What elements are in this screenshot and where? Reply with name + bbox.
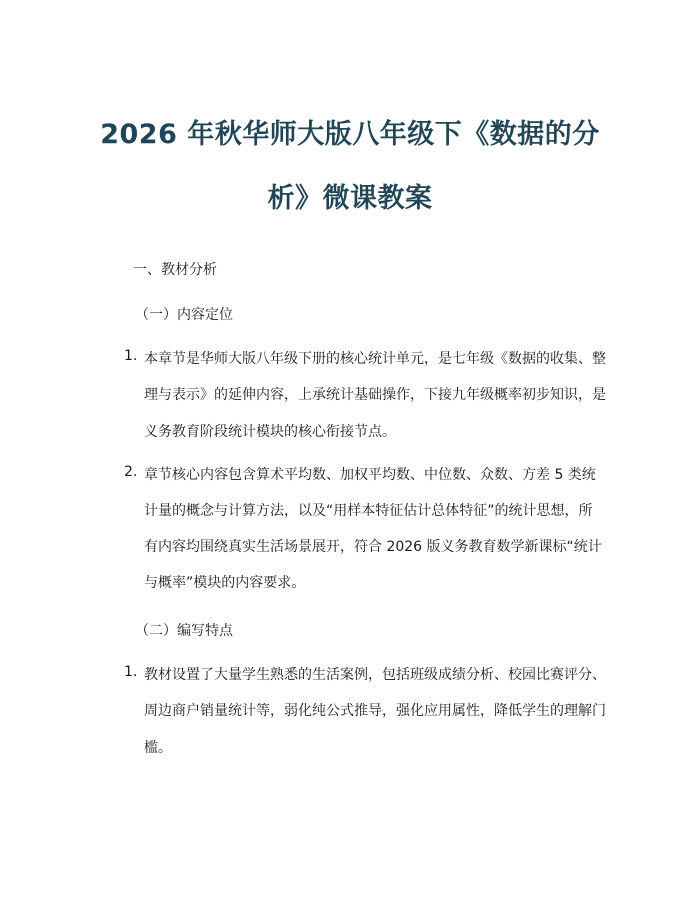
list-item-line: 章节核心内容包含算术平均数、加权平均数、中位数、众数、方差 5 类统 (144, 467, 596, 483)
subsection-heading-content-positioning: （一）内容定位 (135, 307, 233, 323)
list-item-number: 1. (124, 664, 138, 680)
list-item-line: 槛。 (144, 740, 172, 756)
document-title-line-1: 2026 年秋华师大版八年级下《数据的分 (100, 119, 600, 150)
list-item-number: 2. (124, 464, 138, 480)
list-item-line: 有内容均围绕真实生活场景展开，符合 2026 版义务教育数学新课标“统计 (144, 539, 602, 555)
list-item-number: 1. (124, 348, 138, 364)
list-item-line: 与概率”模块的内容要求。 (144, 575, 306, 591)
list-item-line: 本章节是华师大版八年级下册的核心统计单元，是七年级《数据的收集、整 (144, 351, 606, 367)
section-heading-textbook-analysis: 一、教材分析 (133, 262, 217, 278)
document-title-line-2: 析》微课教案 (267, 183, 433, 214)
list-item-line: 教材设置了大量学生熟悉的生活案例，包括班级成绩分析、校园比赛评分、 (144, 667, 606, 683)
list-item-line: 周边商户销量统计等，弱化纯公式推导，强化应用属性，降低学生的理解门 (144, 703, 606, 719)
list-item-line: 理与表示》的延伸内容，上承统计基础操作，下接九年级概率初步知识，是 (144, 387, 606, 403)
subsection-heading-writing-features: （二）编写特点 (135, 623, 233, 639)
list-item-line: 义务教育阶段统计模块的核心衔接节点。 (144, 424, 396, 440)
list-item-line: 计量的概念与计算方法，以及“用样本特征估计总体特征”的统计思想，所 (144, 503, 593, 519)
